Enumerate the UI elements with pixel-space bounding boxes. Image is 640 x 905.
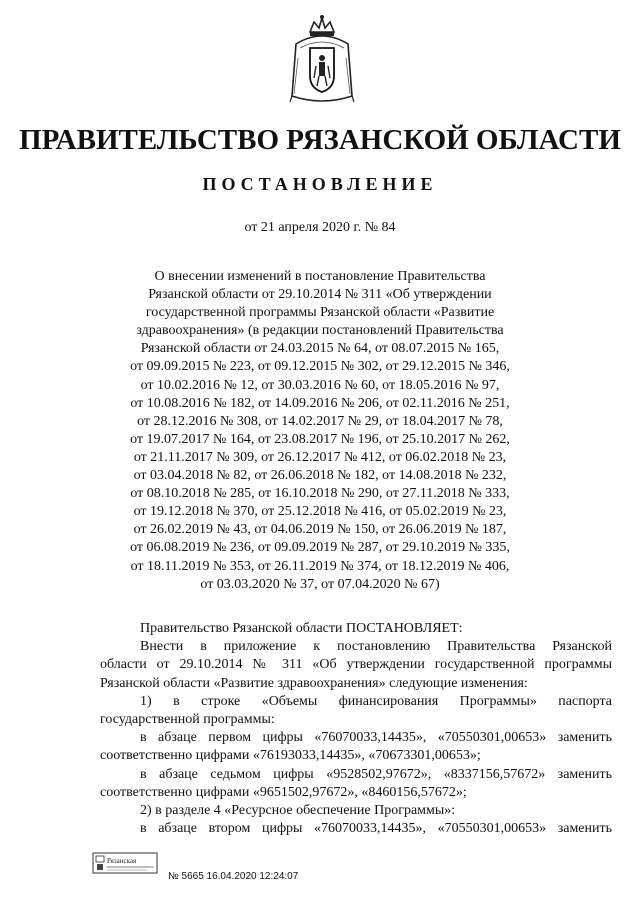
decree-subject <box>100 268 540 594</box>
body-line: соответственно цифрами «76193033,14435», «70673301,00653»; <box>100 748 481 764</box>
subject-line: от 19.07.2017 № 164, от 23.08.2017 № 196, от 25.10.2017 № 262, <box>130 431 510 447</box>
body-line: в абзаце первом цифры «76070033,14435», «70550301,00653» заменить <box>140 730 612 746</box>
subject-line: от 09.09.2015 № 223, от 09.12.2015 № 302, от 29.12.2015 № 346, <box>130 359 510 375</box>
body-line: в абзаце седьмом цифры «9528502,97672», «8337156,57672» заменить <box>140 766 612 782</box>
subject-line: от 18.11.2019 № 353, от 26.11.2019 № 374, от 18.12.2019 № 406, <box>130 558 510 574</box>
subject-line: от 08.10.2018 № 285, от 16.10.2018 № 290, от 27.11.2018 № 333, <box>130 486 510 502</box>
subject-line: от 21.11.2017 № 309, от 26.12.2017 № 412, от 06.02.2018 № 23, <box>133 449 507 465</box>
subject-line: от 10.02.2016 № 12, от 30.03.2016 № 60, от 18.05.2016 № 97, <box>140 377 500 393</box>
registration-number: № 5665 16.04.2020 12:24:07 <box>168 871 299 882</box>
subject-line: от 19.12.2018 № 370, от 25.12.2018 № 416, от 05.02.2019 № 23, <box>133 504 507 520</box>
subject-line: от 03.04.2018 № 82, от 26.06.2018 № 182, от 14.08.2018 № 232, <box>133 468 507 484</box>
body-line: соответственно цифрами «9651502,97672», «8460156,57672»; <box>100 784 467 800</box>
coat-of-arms-emblem <box>286 14 358 106</box>
subject-line: здравоохранения» (в редакции постановлений Правительства <box>136 323 504 339</box>
decree-body <box>100 620 612 838</box>
subject-line: О внесении изменений в постановление Правительства <box>154 269 486 284</box>
body-line: в абзаце втором цифры «76070033,14435», «70550301,00653» заменить <box>140 821 612 837</box>
subject-line: от 10.08.2016 № 182, от 14.09.2016 № 206, от 02.11.2016 № 251, <box>130 395 510 411</box>
body-line: государственной программы: <box>100 712 275 728</box>
body-line: Рязанской области «Развитие здравоохранения» следующие изменения: <box>100 675 528 691</box>
subject-line: государственной программы Рязанской области «Развитие <box>145 305 495 321</box>
subject-line: Рязанской области от 24.03.2015 № 64, от 08.07.2015 № 165, <box>140 341 500 357</box>
document-date-number: от 21 апреля 2020 г. № 84 <box>244 220 396 235</box>
registry-stamp-logo <box>92 852 158 874</box>
body-line: Внести в приложение к постановлению Правительства Рязанской <box>140 639 612 655</box>
subject-line: от 28.12.2016 № 308, от 14.02.2017 № 29, от 18.04.2017 № 78, <box>137 413 503 429</box>
subject-line: Рязанской области от 29.10.2014 № 311 «Об утверждении <box>148 287 492 303</box>
document-type-heading: ПОСТАНОВЛЕНИЕ <box>202 174 438 194</box>
subject-line: от 26.02.2019 № 43, от 04.06.2019 № 150, от 26.06.2019 № 187, <box>133 522 507 538</box>
body-line: 1) в строке «Объемы финансирования Программы» паспорта <box>140 693 612 709</box>
government-title: ПРАВИТЕЛЬСТВО РЯЗАНСКОЙ ОБЛАСТИ <box>19 124 621 156</box>
body-line: области от 29.10.2014 № 311 «Об утверждении государственной программы <box>100 657 612 673</box>
svg-text:Рязанская: Рязанская <box>107 857 137 865</box>
decree-statement: Правительство Рязанской области ПОСТАНОВЛЯЕТ: <box>140 621 463 636</box>
subject-line: от 03.03.2020 № 37, от 07.04.2020 № 67) <box>200 576 440 592</box>
body-line: 2) в разделе 4 «Ресурсное обеспечение Программы»: <box>140 803 456 819</box>
subject-line: от 06.08.2019 № 236, от 09.09.2019 № 287, от 29.10.2019 № 335, <box>130 540 510 556</box>
